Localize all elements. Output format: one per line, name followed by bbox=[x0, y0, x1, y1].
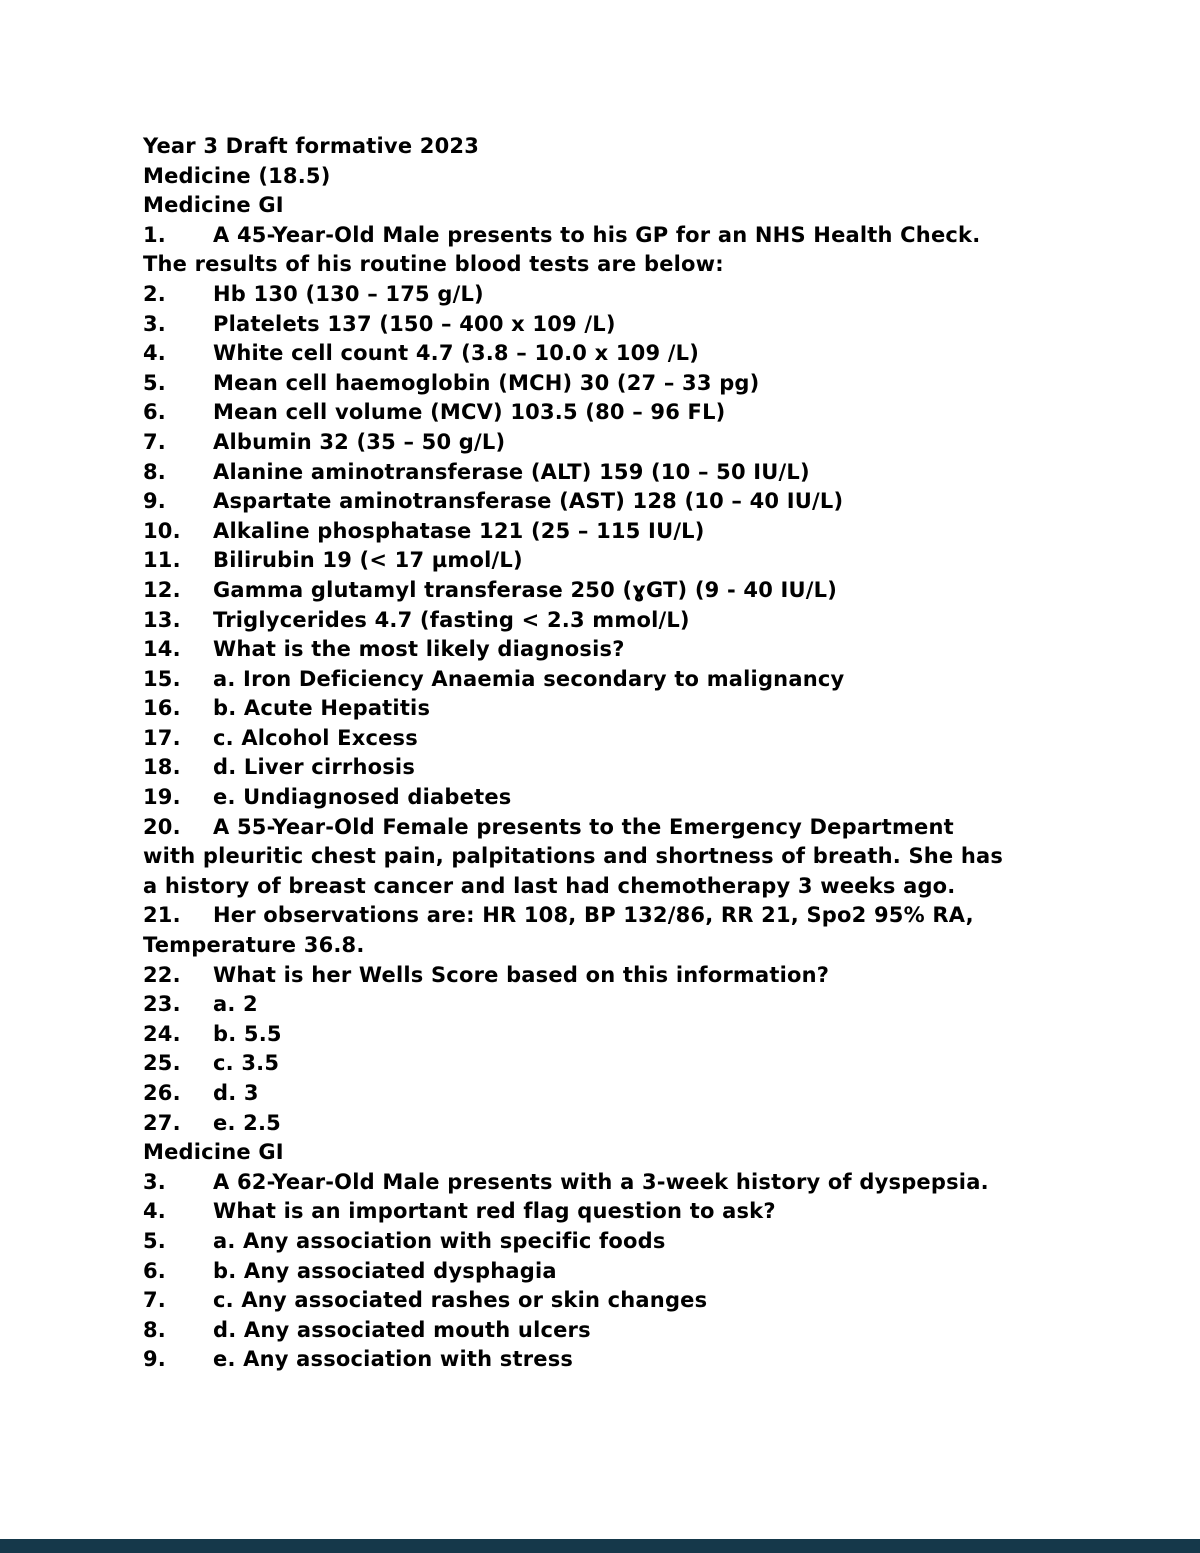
line-number: 5. bbox=[143, 370, 166, 395]
line-number: 19. bbox=[143, 785, 181, 810]
line-number: 26. bbox=[143, 1081, 181, 1105]
document-line bbox=[143, 162, 1153, 192]
line-number: 12. bbox=[143, 577, 181, 602]
line-text: c. Alcohol Excess bbox=[213, 725, 418, 750]
line-number: 18. bbox=[143, 755, 181, 780]
document-line bbox=[143, 665, 1153, 695]
line-text: Platelets 137 (150 – 400 x 109 /L) bbox=[213, 311, 616, 336]
line-number: 14. bbox=[143, 637, 181, 662]
document-line bbox=[143, 753, 1153, 783]
document-line bbox=[143, 961, 1153, 991]
document-line bbox=[143, 1168, 1153, 1198]
document-line bbox=[143, 1345, 1153, 1375]
line-number: 27. bbox=[143, 1110, 181, 1135]
line-text: Bilirubin 19 (< 17 µmol/L) bbox=[213, 548, 523, 573]
line-number: 11. bbox=[143, 548, 181, 573]
line-number: 7. bbox=[143, 429, 166, 454]
document-line bbox=[143, 1079, 1153, 1109]
line-number: 13. bbox=[143, 607, 181, 632]
document-line bbox=[143, 280, 1153, 310]
document-line bbox=[143, 901, 1153, 931]
line-number: 17. bbox=[143, 725, 181, 750]
line-number: 9. bbox=[143, 489, 166, 514]
line-text: A 45-Year-Old Male presents to his GP for an NHS Health Check. bbox=[213, 222, 981, 247]
document-line bbox=[143, 250, 1153, 280]
document-line bbox=[143, 1227, 1153, 1257]
document-line bbox=[143, 1020, 1153, 1050]
document-line bbox=[143, 1138, 1153, 1168]
line-text: c. Any associated rashes or skin changes bbox=[213, 1288, 708, 1313]
document-line bbox=[143, 487, 1153, 517]
line-number: 25. bbox=[143, 1051, 181, 1076]
line-number: 20. bbox=[143, 814, 181, 839]
line-number: 21. bbox=[143, 903, 181, 928]
line-number: 15. bbox=[143, 666, 181, 691]
line-number: 8. bbox=[143, 1317, 166, 1342]
document-line bbox=[143, 517, 1153, 547]
line-text: Her observations are: HR 108, BP 132/86, RR 21, Spo2 95% RA, bbox=[213, 903, 974, 928]
document-line bbox=[143, 339, 1153, 369]
line-text: d. Any associated mouth ulcers bbox=[213, 1317, 591, 1342]
line-text: e. Undiagnosed diabetes bbox=[213, 785, 512, 810]
line-number: 9. bbox=[143, 1347, 166, 1372]
document-line bbox=[143, 1316, 1153, 1346]
line-text: A 55-Year-Old Female presents to the Emergency Department bbox=[213, 814, 954, 839]
document-line bbox=[143, 635, 1153, 665]
line-text: What is her Wells Score based on this information? bbox=[213, 962, 830, 987]
line-text: Hb 130 (130 – 175 g/L) bbox=[213, 281, 484, 306]
line-text: Temperature 36.8. bbox=[143, 933, 365, 958]
document-line bbox=[143, 1197, 1153, 1227]
line-text: What is an important red flag question to ask? bbox=[213, 1199, 776, 1224]
document-line bbox=[143, 842, 1153, 872]
line-text: Medicine GI bbox=[143, 193, 284, 218]
line-text: Alkaline phosphatase 121 (25 – 115 IU/L) bbox=[213, 518, 705, 543]
document-line bbox=[143, 606, 1153, 636]
line-text: Year 3 Draft formative 2023 bbox=[143, 134, 480, 158]
line-text: a history of breast cancer and last had chemotherapy 3 weeks ago. bbox=[143, 873, 956, 898]
line-number: 3. bbox=[143, 311, 166, 336]
document-line bbox=[143, 872, 1153, 902]
line-text: d. Liver cirrhosis bbox=[213, 755, 416, 780]
line-text: Aspartate aminotransferase (AST) 128 (10 – 40 IU/L) bbox=[213, 489, 844, 514]
line-number: 3. bbox=[143, 1169, 166, 1194]
document-line bbox=[143, 990, 1153, 1020]
line-text: with pleuritic chest pain, palpitations and shortness of breath. She has bbox=[143, 844, 1004, 869]
line-text: Medicine GI bbox=[143, 1140, 284, 1165]
line-text: The results of his routine blood tests are below: bbox=[143, 252, 724, 277]
footer-bar bbox=[0, 1539, 1200, 1553]
line-text: What is the most likely diagnosis? bbox=[213, 637, 625, 662]
line-text: Albumin 32 (35 – 50 g/L) bbox=[213, 429, 506, 454]
line-number: 5. bbox=[143, 1228, 166, 1253]
line-number: 4. bbox=[143, 1199, 166, 1224]
document-line bbox=[143, 1257, 1153, 1287]
document-line bbox=[143, 576, 1153, 606]
document-line bbox=[143, 221, 1153, 251]
document-line bbox=[143, 132, 1153, 162]
document-line bbox=[143, 783, 1153, 813]
document-line bbox=[143, 813, 1153, 843]
line-text: Mean cell volume (MCV) 103.5 (80 – 96 FL) bbox=[213, 400, 726, 425]
line-number: 10. bbox=[143, 518, 181, 543]
document-line bbox=[143, 458, 1153, 488]
line-text: Mean cell haemoglobin (MCH) 30 (27 – 33 pg) bbox=[213, 370, 760, 395]
line-number: 8. bbox=[143, 459, 166, 484]
line-number: 7. bbox=[143, 1288, 166, 1313]
line-number: 4. bbox=[143, 341, 166, 366]
document-line bbox=[143, 310, 1153, 340]
document-line bbox=[143, 398, 1153, 428]
line-number: 24. bbox=[143, 1021, 181, 1046]
line-text: White cell count 4.7 (3.8 – 10.0 x 109 /L) bbox=[213, 341, 700, 366]
line-number: 22. bbox=[143, 962, 181, 987]
line-text: A 62-Year-Old Male presents with a 3-week history of dyspepsia. bbox=[213, 1169, 989, 1194]
document-line bbox=[143, 369, 1153, 399]
line-text: a. Any association with specific foods bbox=[213, 1228, 666, 1253]
line-number: 6. bbox=[143, 400, 166, 425]
line-number: 16. bbox=[143, 696, 181, 721]
line-text: e. Any association with stress bbox=[213, 1347, 574, 1372]
line-text: b. Any associated dysphagia bbox=[213, 1258, 557, 1283]
document-line bbox=[143, 724, 1153, 754]
line-number: 1. bbox=[143, 222, 166, 247]
line-text: Triglycerides 4.7 (fasting < 2.3 mmol/L) bbox=[213, 607, 690, 632]
document-line bbox=[143, 191, 1153, 221]
line-text: Medicine (18.5) bbox=[143, 163, 331, 188]
line-text: d. 3 bbox=[213, 1081, 259, 1105]
document-line bbox=[143, 546, 1153, 576]
line-text: Gamma glutamyl transferase 250 (ɣGT) (9 - 40 IU/L) bbox=[213, 577, 838, 602]
text-block bbox=[143, 132, 1153, 1375]
line-number: 2. bbox=[143, 281, 166, 306]
document-line bbox=[143, 1286, 1153, 1316]
line-number: 23. bbox=[143, 992, 181, 1017]
line-text: a. 2 bbox=[213, 992, 258, 1017]
line-text: Alanine aminotransferase (ALT) 159 (10 – 50 IU/L) bbox=[213, 459, 810, 484]
document-line bbox=[143, 428, 1153, 458]
document-line bbox=[143, 1109, 1153, 1139]
document-line bbox=[143, 1049, 1153, 1079]
line-text: b. 5.5 bbox=[213, 1021, 282, 1046]
line-number: 6. bbox=[143, 1258, 166, 1283]
line-text: e. 2.5 bbox=[213, 1110, 281, 1135]
document-line bbox=[143, 931, 1153, 961]
document-line bbox=[143, 694, 1153, 724]
line-text: a. Iron Deficiency Anaemia secondary to malignancy bbox=[213, 666, 845, 691]
line-text: b. Acute Hepatitis bbox=[213, 696, 431, 721]
line-text: c. 3.5 bbox=[213, 1051, 280, 1076]
